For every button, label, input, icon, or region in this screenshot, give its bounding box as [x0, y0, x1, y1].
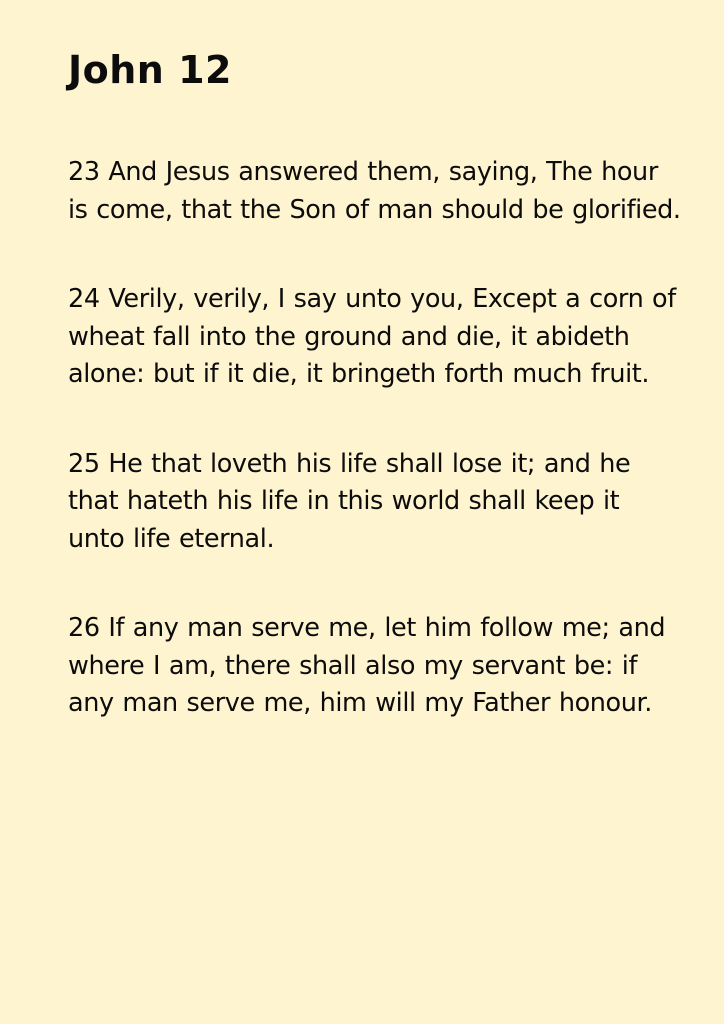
verse-26: 26 If any man serve me, let him follow me; and where I am, there shall also my servant be: if any man serve me, him will my Father honour.: [68, 613, 666, 718]
verse-list: [68, 154, 684, 723]
verse-23: 23 And Jesus answered them, saying, The hour is come, that the Son of man should be glorified.: [68, 157, 681, 225]
verse-24: 24 Verily, verily, I say unto you, Except a corn of wheat fall into the ground and die, it abideth alone: but if it die, it bringeth forth much fruit.: [68, 284, 676, 389]
page-title: John 12: [68, 48, 232, 92]
verse-25: 25 He that loveth his life shall lose it; and he that hateth his life in this world shall keep it unto life eternal.: [68, 448, 631, 554]
